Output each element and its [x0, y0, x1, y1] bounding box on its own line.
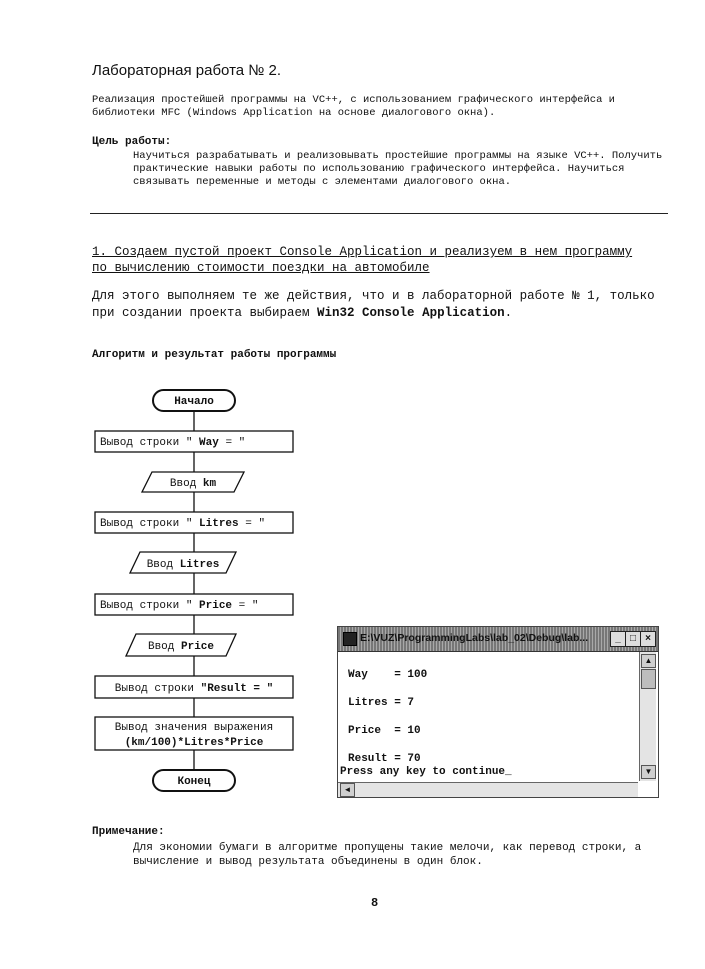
console-line-way: Way = 100	[348, 669, 428, 681]
output-result-bold: "Result = "	[200, 683, 274, 695]
scroll-left-arrow-icon[interactable]: ◄	[340, 783, 355, 797]
output-way-bold: Way	[199, 437, 219, 449]
goal-heading: Цель работы:	[92, 136, 172, 148]
section-text-after: .	[504, 306, 513, 320]
minimize-button[interactable]: _	[610, 631, 626, 647]
console-window	[337, 626, 659, 798]
output-result-text	[115, 683, 273, 695]
section-paragraph	[92, 288, 682, 322]
output-result-prefix: Вывод строки	[114, 683, 201, 695]
maximize-button[interactable]: □	[625, 631, 641, 647]
close-button[interactable]: ×	[640, 631, 656, 647]
input-km-bold: km	[202, 478, 217, 490]
output-way-suffix: = "	[218, 437, 246, 449]
input-km-text	[170, 478, 217, 490]
output-litres-suffix: = "	[238, 518, 266, 530]
algorithm-flowchart	[86, 378, 301, 803]
calc-line-1: Вывод значения выражения	[114, 722, 274, 734]
input-litres-text	[147, 559, 220, 571]
output-way-prefix: Вывод строки "	[100, 437, 200, 449]
scroll-up-arrow-icon[interactable]: ▲	[641, 654, 656, 668]
input-price-prefix: Ввод	[147, 641, 181, 653]
section-text-bold: Win32 Console Application	[317, 306, 505, 320]
input-km-prefix: Ввод	[169, 478, 203, 490]
output-price-prefix: Вывод строки "	[100, 600, 200, 612]
console-app-icon[interactable]	[343, 632, 357, 646]
input-litres-prefix: Ввод	[146, 559, 180, 571]
lab-title: Лабораторная работа № 2.	[92, 62, 282, 79]
output-litres-prefix: Вывод строки "	[100, 518, 200, 530]
start-label: Начало	[174, 396, 214, 408]
calc-line-2: (km/100)*Litres*Price	[124, 737, 264, 749]
note-paragraph: Для экономии бумаги в алгоритме пропущены такие мелочи, как перевод строки, а вычисление и вывод результата объединены в один блок.	[133, 842, 642, 868]
scroll-thumb[interactable]	[641, 669, 656, 689]
end-label: Конец	[177, 776, 211, 788]
output-way-text	[100, 437, 245, 449]
console-output	[340, 655, 636, 781]
scroll-down-arrow-icon[interactable]: ▼	[641, 765, 656, 779]
goal-paragraph: Научиться разрабатывать и реализовывать простейшие программы на языке VC++. Получить практические навыки работы по использованию графического интерфейса. Научиться связывать переменные и методы с элементами диалогового окна.	[133, 150, 663, 188]
output-price-bold: Price	[199, 600, 233, 612]
section-heading: 1. Создаем пустой проект Console Application и реализуем в нем программу по вычислению стоимости поездки на автомобиле	[92, 245, 633, 275]
console-line-press-key: Press any key to continue_	[340, 766, 512, 778]
horizontal-divider	[90, 213, 668, 214]
console-title: E:\VUZ\ProgrammingLabs\lab_02\Debug\lab...	[360, 632, 589, 644]
console-line-price: Price = 10	[348, 725, 421, 737]
console-line-litres: Litres = 7	[348, 697, 415, 709]
console-titlebar[interactable]	[338, 627, 658, 652]
output-price-suffix: = "	[232, 600, 259, 612]
section-text-before: Для этого выполняем те же действия, что и в лабораторной работе № 1, только при создании проекта выбираем	[92, 289, 655, 320]
console-line-result: Result = 70	[348, 753, 421, 765]
horizontal-scrollbar[interactable]	[338, 782, 638, 797]
input-price-bold: Price	[181, 641, 215, 653]
algorithm-heading: Алгоритм и результат работы программы	[92, 349, 337, 361]
output-litres-text	[100, 518, 265, 530]
note-heading: Примечание:	[92, 826, 165, 838]
page-number: 8	[371, 896, 379, 910]
output-price-text	[100, 600, 258, 612]
intro-paragraph: Реализация простейшей программы на VC++, с использованием графического интерфейса и библиотеки MFC (Windows Application на основе диалогового окна).	[92, 94, 615, 119]
input-litres-bold: Litres	[179, 559, 220, 571]
input-price-text	[148, 641, 214, 653]
output-litres-bold: Litres	[199, 518, 239, 530]
vertical-scrollbar[interactable]	[639, 652, 656, 781]
